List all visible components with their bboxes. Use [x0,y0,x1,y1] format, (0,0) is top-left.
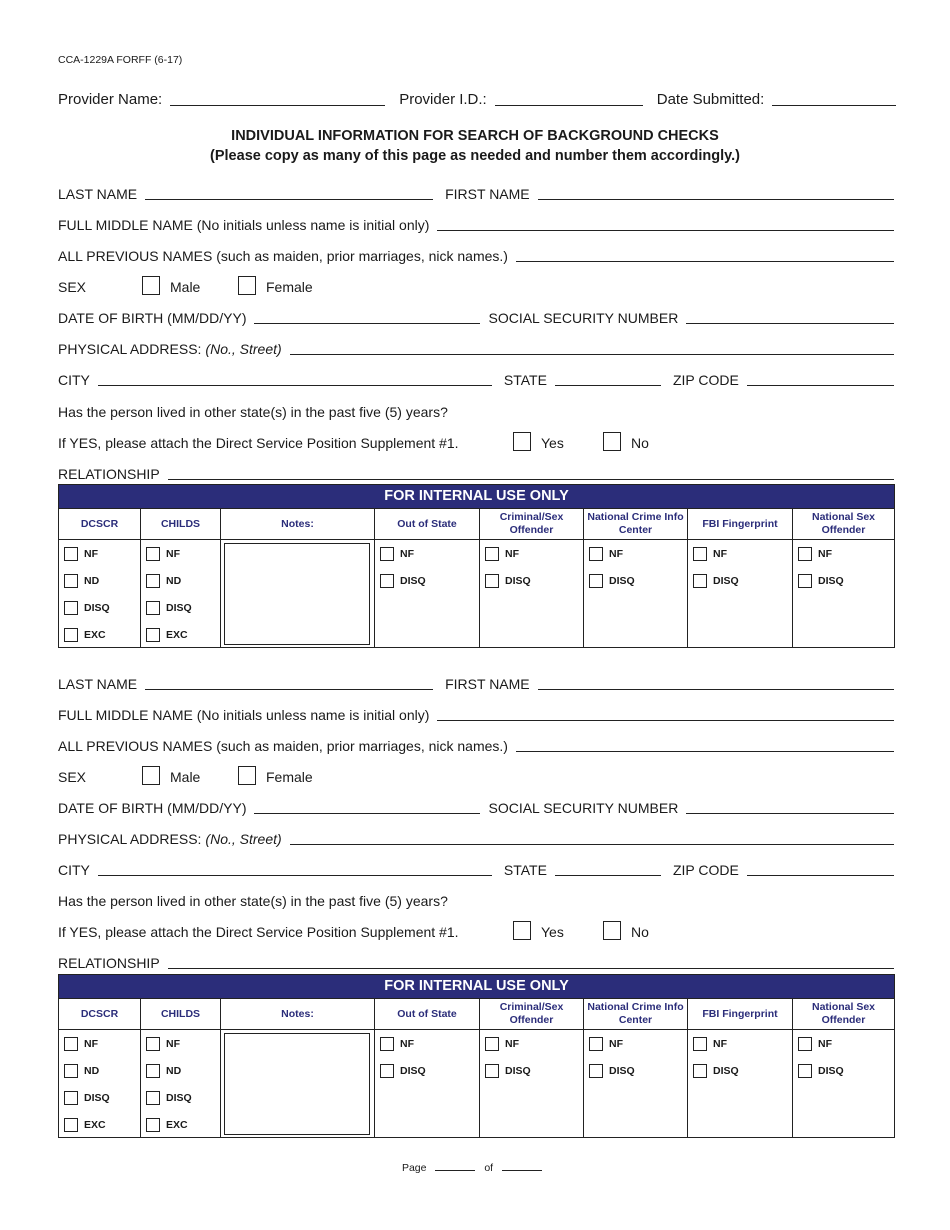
middle-name-label: FULL MIDDLE NAME (No initials unless name is initial only) [58,217,430,233]
childs-nf-checkbox[interactable] [146,1037,160,1051]
nf-label: NF [713,1037,727,1050]
address-field[interactable] [290,340,894,355]
out-of-state-nf-checkbox[interactable] [380,1037,394,1051]
dcscr-column [59,509,141,647]
exc-label: EXC [84,628,106,641]
nso-column [793,999,894,1137]
relationship-label: RELATIONSHIP [58,466,160,482]
disq-label: DISQ [84,601,110,614]
state-label: STATE [503,372,547,388]
male-checkbox[interactable] [142,276,160,295]
female-checkbox[interactable] [238,276,256,295]
fbi-nf-checkbox[interactable] [693,1037,707,1051]
last-name-field[interactable] [145,675,433,690]
last-name-label: LAST NAME [58,186,138,202]
fbi-column [688,999,793,1137]
page-label: Page [401,1162,427,1174]
female-label: Female [266,768,313,785]
nf-label: NF [818,1037,832,1050]
ssn-field[interactable] [686,799,894,814]
yes-label: Yes [541,434,564,451]
nf-label: NF [400,1037,414,1050]
out-of-state-column [375,999,480,1137]
previous-names-field[interactable] [516,247,894,262]
zip-field[interactable] [747,861,894,876]
city-field[interactable] [98,861,492,876]
dcscr-exc-checkbox[interactable] [64,628,78,642]
disq-label: DISQ [713,1064,739,1077]
dob-label: DATE OF BIRTH (MM/DD/YY) [58,800,247,816]
yes-label: Yes [541,923,564,940]
nso-column [793,509,894,647]
state-field[interactable] [555,861,661,876]
nf-label: NF [400,547,414,560]
address-hint: (No., Street) [205,831,282,847]
out-of-state-disq-checkbox[interactable] [380,574,394,588]
disq-label: DISQ [400,574,426,587]
exc-label: EXC [166,628,188,641]
zip-label: ZIP CODE [672,372,739,388]
notes-box[interactable] [224,1033,370,1135]
nf-label: NF [713,547,727,560]
page-subtitle: (Please copy as many of this page as needed and number them accordingly.) [210,148,740,164]
dcscr-nf-checkbox[interactable] [64,547,78,561]
dob-field[interactable] [254,799,480,814]
sex-label: SEX [58,279,87,295]
out-of-state-header: Out of State [375,999,479,1030]
provider-name-label: Provider Name: [58,91,163,108]
previous-names-field[interactable] [516,737,894,752]
nso-nf-checkbox[interactable] [798,547,812,561]
childs-disq-checkbox[interactable] [146,1091,160,1105]
city-field[interactable] [98,371,492,386]
nd-label: ND [166,1064,182,1077]
childs-nd-checkbox[interactable] [146,574,160,588]
ssn-label: SOCIAL SECURITY NUMBER [488,800,679,816]
nf-label: NF [166,547,180,560]
ncic-column [584,509,688,647]
no-checkbox[interactable] [603,921,621,940]
dcscr-header: DCSCR [59,999,140,1030]
male-label: Male [170,768,201,785]
disq-label: DISQ [166,1091,192,1104]
criminal-nf-checkbox[interactable] [485,547,499,561]
exc-label: EXC [84,1118,106,1131]
of-label: of [484,1162,494,1174]
nf-label: NF [609,1037,623,1050]
childs-header: CHILDS [141,999,220,1030]
relationship-field[interactable] [168,465,894,480]
criminal-column [480,999,584,1137]
dcscr-header: DCSCR [59,509,140,540]
disq-label: DISQ [84,1091,110,1104]
criminal-header: Criminal/Sex Offender [480,509,583,540]
disq-label: DISQ [713,574,739,587]
relationship-label: RELATIONSHIP [58,955,160,971]
last-name-field[interactable] [145,185,433,200]
middle-name-field[interactable] [437,706,894,721]
out-of-state-header: Out of State [375,509,479,540]
male-label: Male [170,278,201,295]
nf-label: NF [84,1037,98,1050]
city-label: CITY [58,862,90,878]
sex-label: SEX [58,769,87,785]
ncic-nf-checkbox[interactable] [589,1037,603,1051]
ncic-header: National Crime Info Center [584,999,687,1030]
fbi-header: FBI Fingerprint [688,509,792,540]
fbi-column [688,509,793,647]
disq-label: DISQ [400,1064,426,1077]
page-footer [0,1160,950,1174]
out-of-state-nf-checkbox[interactable] [380,547,394,561]
dcscr-nd-checkbox[interactable] [64,574,78,588]
disq-label: DISQ [505,574,531,587]
nf-label: NF [84,547,98,560]
nf-label: NF [505,1037,519,1050]
out-of-state-disq-checkbox[interactable] [380,1064,394,1078]
exc-label: EXC [166,1118,188,1131]
internal-use-title: FOR INTERNAL USE ONLY [59,485,894,509]
female-checkbox[interactable] [238,766,256,785]
first-name-label: FIRST NAME [445,676,530,692]
address-hint: (No., Street) [205,341,282,357]
internal-use-table [58,974,895,1138]
criminal-disq-checkbox[interactable] [485,574,499,588]
fbi-header: FBI Fingerprint [688,999,792,1030]
disq-label: DISQ [609,1064,635,1077]
nd-label: ND [84,1064,100,1077]
no-checkbox[interactable] [603,432,621,451]
dob-label: DATE OF BIRTH (MM/DD/YY) [58,310,247,326]
nso-nf-checkbox[interactable] [798,1037,812,1051]
criminal-disq-checkbox[interactable] [485,1064,499,1078]
notes-column [221,509,375,647]
page-total-field[interactable] [502,1160,542,1171]
childs-exc-checkbox[interactable] [146,628,160,642]
dob-field[interactable] [254,309,480,324]
ssn-field[interactable] [686,309,894,324]
lived-other-states-question: Has the person lived in other state(s) in the past five (5) years? [58,893,448,909]
criminal-header: Criminal/Sex Offender [480,999,583,1030]
disq-label: DISQ [609,574,635,587]
previous-names-label: ALL PREVIOUS NAMES (such as maiden, prior marriages, nick names.) [58,738,508,754]
criminal-column [480,509,584,647]
nf-label: NF [505,547,519,560]
provider-id-field[interactable] [495,91,643,106]
nf-label: NF [818,547,832,560]
dcscr-disq-checkbox[interactable] [64,601,78,615]
out-of-state-column [375,509,480,647]
state-field[interactable] [555,371,661,386]
childs-disq-checkbox[interactable] [146,601,160,615]
ncic-nf-checkbox[interactable] [589,547,603,561]
header-row [58,90,896,108]
ncic-disq-checkbox[interactable] [589,1064,603,1078]
date-submitted-label: Date Submitted: [656,91,765,108]
disq-label: DISQ [818,574,844,587]
notes-header: Notes: [221,509,374,540]
first-name-label: FIRST NAME [445,186,530,202]
nd-label: ND [166,574,182,587]
ncic-column [584,999,688,1137]
childs-nf-checkbox[interactable] [146,547,160,561]
notes-box[interactable] [224,543,370,645]
provider-name-field[interactable] [170,91,385,106]
fbi-disq-checkbox[interactable] [693,1064,707,1078]
no-label: No [631,434,649,451]
city-label: CITY [58,372,90,388]
dcscr-disq-checkbox[interactable] [64,1091,78,1105]
dcscr-nd-checkbox[interactable] [64,1064,78,1078]
nso-disq-checkbox[interactable] [798,1064,812,1078]
notes-column [221,999,375,1137]
nso-header: National Sex Offender [793,999,894,1030]
childs-column [141,999,221,1137]
page-title: INDIVIDUAL INFORMATION FOR SEARCH OF BACKGROUND CHECKS [231,128,719,144]
middle-name-field[interactable] [437,216,894,231]
page-number-field[interactable] [435,1160,475,1171]
address-label: PHYSICAL ADDRESS: [58,341,202,357]
internal-use-title: FOR INTERNAL USE ONLY [59,975,894,999]
disq-label: DISQ [818,1064,844,1077]
ssn-label: SOCIAL SECURITY NUMBER [488,310,679,326]
ncic-disq-checkbox[interactable] [589,574,603,588]
lived-other-states-question: Has the person lived in other state(s) in the past five (5) years? [58,404,448,420]
notes-header: Notes: [221,999,374,1030]
nf-label: NF [166,1037,180,1050]
form-code: CCA-1229A FORFF (6-17) [58,54,183,66]
male-checkbox[interactable] [142,766,160,785]
nso-header: National Sex Offender [793,509,894,540]
middle-name-label: FULL MIDDLE NAME (No initials unless name is initial only) [58,707,430,723]
no-label: No [631,923,649,940]
criminal-nf-checkbox[interactable] [485,1037,499,1051]
relationship-field[interactable] [168,954,894,969]
first-name-field[interactable] [538,675,894,690]
yes-checkbox[interactable] [513,921,531,940]
disq-label: DISQ [505,1064,531,1077]
yes-checkbox[interactable] [513,432,531,451]
dcscr-exc-checkbox[interactable] [64,1118,78,1132]
zip-field[interactable] [747,371,894,386]
if-yes-instruction: If YES, please attach the Direct Service Position Supplement #1. [58,435,459,451]
dcscr-nf-checkbox[interactable] [64,1037,78,1051]
nf-label: NF [609,547,623,560]
state-label: STATE [503,862,547,878]
dcscr-column [59,999,141,1137]
childs-nd-checkbox[interactable] [146,1064,160,1078]
provider-id-label: Provider I.D.: [399,91,487,108]
internal-use-table [58,484,895,648]
disq-label: DISQ [166,601,192,614]
fbi-nf-checkbox[interactable] [693,547,707,561]
ncic-header: National Crime Info Center [584,509,687,540]
first-name-field[interactable] [538,185,894,200]
zip-label: ZIP CODE [672,862,739,878]
last-name-label: LAST NAME [58,676,138,692]
address-field[interactable] [290,830,894,845]
previous-names-label: ALL PREVIOUS NAMES (such as maiden, prior marriages, nick names.) [58,248,508,264]
nso-disq-checkbox[interactable] [798,574,812,588]
address-label: PHYSICAL ADDRESS: [58,831,202,847]
nd-label: ND [84,574,100,587]
female-label: Female [266,278,313,295]
date-submitted-field[interactable] [772,91,896,106]
fbi-disq-checkbox[interactable] [693,574,707,588]
if-yes-instruction: If YES, please attach the Direct Service Position Supplement #1. [58,924,459,940]
childs-exc-checkbox[interactable] [146,1118,160,1132]
childs-header: CHILDS [141,509,220,540]
childs-column [141,509,221,647]
